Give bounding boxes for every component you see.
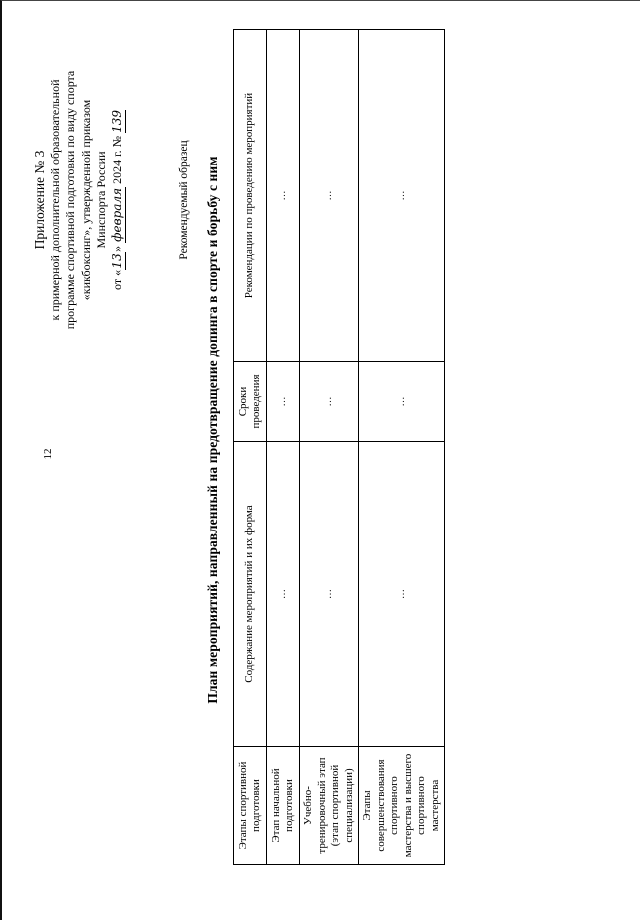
appendix-header xyxy=(32,20,126,380)
header-recommendations: Рекомендации по проведению мероприятий xyxy=(234,30,267,362)
appendix-line-4: Минспорта России xyxy=(94,151,108,249)
row-stage: Этап начальной подготовки xyxy=(267,747,300,865)
sample-note: Рекомендуемый образец xyxy=(178,140,190,260)
appendix-line-3: «кикбоксинг», утвержденной приказом xyxy=(78,99,93,301)
appendix-date-line xyxy=(110,20,127,380)
appendix-line-2: программе спортивной подготовки по виду спорта xyxy=(63,70,77,330)
row-stage: Этапы совершенствования спортивного мастерства и высшего спортивного мастерства xyxy=(359,747,445,865)
row-recommendations: … xyxy=(300,30,359,362)
row-content: … xyxy=(359,442,445,747)
table-row xyxy=(359,30,445,865)
row-recommendations: … xyxy=(359,30,445,362)
row-recommendations: … xyxy=(267,30,300,362)
date-year: 2024 г. № xyxy=(109,135,124,184)
header-timing: Сроки проведения xyxy=(234,362,267,442)
header-stages: Этапы спортивной подготовки xyxy=(234,747,267,865)
page-number: 12 xyxy=(42,448,54,460)
plan-title: План мероприятий, направленный на предотвращение допинга в спорте и борьбу с ним xyxy=(205,156,220,704)
rotated-page-content xyxy=(20,20,620,900)
date-day: 13 xyxy=(110,252,127,270)
table-row xyxy=(300,30,359,865)
row-stage: Учебно-тренировочный этап (этап спортивной специализации) xyxy=(300,747,359,865)
row-content: … xyxy=(300,442,359,747)
order-number: 139 xyxy=(110,110,127,133)
table-row xyxy=(267,30,300,865)
row-timing: … xyxy=(300,362,359,442)
appendix-line-1: к примерной дополнительной образовательной xyxy=(47,79,62,321)
date-month: февраля xyxy=(110,187,127,243)
date-prefix: от « xyxy=(109,269,124,291)
row-content: … xyxy=(267,442,300,747)
row-timing: … xyxy=(359,362,445,442)
header-content: Содержание мероприятий и их форма xyxy=(234,442,267,747)
plan-table xyxy=(233,29,445,865)
appendix-title: Приложение № 3 xyxy=(32,150,47,250)
table-header-row xyxy=(234,30,267,865)
row-timing: … xyxy=(267,362,300,442)
date-mid: » xyxy=(109,245,124,252)
